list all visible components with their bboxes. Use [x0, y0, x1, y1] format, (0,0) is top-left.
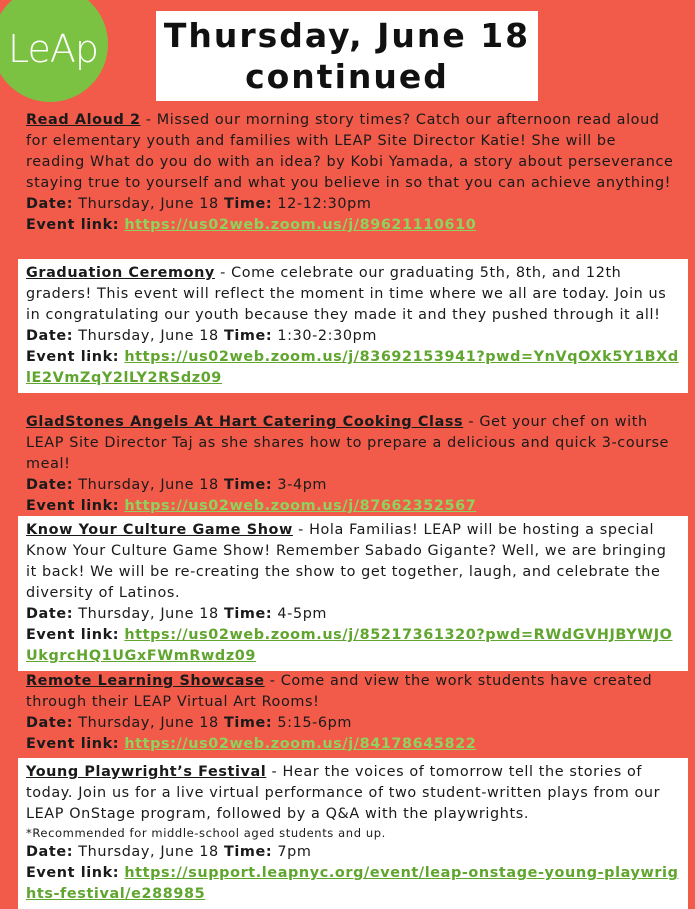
- event-date: Thursday, June 18: [78, 844, 219, 860]
- link-label: Event link:: [26, 627, 120, 643]
- event-desc-text: - Get your chef on with LEAP Site Director Taj as she shares how to prepare a delicious and quick 3-course meal!: [26, 414, 670, 472]
- time-label: Time:: [223, 844, 273, 860]
- event-link[interactable]: https://us02web.zoom.us/j/84178645822: [124, 736, 477, 752]
- event-desc-text: - Hear the voices of tomorrow tell the stories of today. Join us for a live virtual performance of two student-written plays from our LEAP OnStage program, followed by a Q&A with the playwrights.: [26, 764, 661, 822]
- time-label: Time:: [223, 715, 273, 731]
- event-title: GladStones Angels At Hart Catering Cooking Class: [26, 414, 464, 430]
- link-label: Event link:: [26, 865, 120, 881]
- event-date: Thursday, June 18: [78, 715, 219, 731]
- event-title: Know Your Culture Game Show: [26, 522, 293, 538]
- event-time: 4-5pm: [277, 606, 328, 622]
- event-datetime: [26, 604, 680, 625]
- event-graduation: [18, 259, 688, 393]
- event-desc-text: - Come and view the work students have created through their LEAP Virtual Art Rooms!: [26, 673, 653, 710]
- event-time: 7pm: [277, 844, 312, 860]
- event-link-row: [26, 215, 680, 236]
- link-label: Event link:: [26, 498, 120, 514]
- event-description: [26, 110, 680, 194]
- event-description: [26, 520, 680, 604]
- event-date: Thursday, June 18: [78, 606, 219, 622]
- event-link[interactable]: https://us02web.zoom.us/j/83692153941?pwd=YnVqOXk5Y1BXdlE2VmZqY2lLY2RSdz09: [26, 349, 679, 386]
- event-link[interactable]: https://us02web.zoom.us/j/85217361320?pwd=RWdGVHJBYWJOUkgrcHQ1UGxFWmRwdz09: [26, 627, 673, 664]
- time-label: Time:: [223, 328, 273, 344]
- event-read-aloud: [18, 110, 688, 236]
- event-title: Graduation Ceremony: [26, 265, 215, 281]
- event-datetime: [26, 326, 680, 347]
- event-link-row: [26, 496, 680, 517]
- time-label: Time:: [223, 606, 273, 622]
- leap-logo: [0, 0, 108, 102]
- event-link-row: [26, 734, 680, 755]
- event-title: Remote Learning Showcase: [26, 673, 265, 689]
- event-desc-text: - Missed our morning story times? Catch our afternoon read aloud for elementary youth and families with LEAP Site Director Katie! She will be reading What do you do with an idea? by Kobi Yamada, a story about perseverance staying true to yourself and what you believe in so that you can achieve anything!: [26, 112, 674, 191]
- event-time: 5:15-6pm: [277, 715, 353, 731]
- time-label: Time:: [223, 196, 273, 212]
- event-title: Read Aloud 2: [26, 112, 141, 128]
- event-datetime: [26, 842, 680, 863]
- event-time: 12-12:30pm: [277, 196, 372, 212]
- logo-text: LeAp: [8, 27, 98, 71]
- page-title-box: [156, 11, 538, 101]
- date-label: Date:: [26, 328, 74, 344]
- event-link[interactable]: https://us02web.zoom.us/j/87662352567: [124, 498, 477, 514]
- event-date: Thursday, June 18: [78, 196, 219, 212]
- event-link-row: [26, 863, 680, 905]
- date-label: Date:: [26, 844, 74, 860]
- event-time: 1:30-2:30pm: [277, 328, 377, 344]
- date-label: Date:: [26, 196, 74, 212]
- event-cooking-class: [18, 412, 688, 517]
- event-date: Thursday, June 18: [78, 328, 219, 344]
- page-title: [164, 15, 530, 97]
- event-learning-showcase: [18, 671, 688, 755]
- link-label: Event link:: [26, 349, 120, 365]
- event-description: [26, 762, 680, 825]
- event-title: Young Playwright’s Festival: [26, 764, 267, 780]
- time-label: Time:: [223, 477, 273, 493]
- event-link-row: [26, 625, 680, 667]
- event-datetime: [26, 713, 680, 734]
- link-label: Event link:: [26, 217, 120, 233]
- date-label: Date:: [26, 477, 74, 493]
- date-label: Date:: [26, 606, 74, 622]
- link-label: Event link:: [26, 736, 120, 752]
- event-desc-text: - Hola Familias! LEAP will be hosting a special Know Your Culture Game Show! Remember Sabado Gigante? Well, we are bringing it back! We will be re-creating the show to get together, laugh, and celebrate the diversity of Latinos.: [26, 522, 667, 601]
- event-date: Thursday, June 18: [78, 477, 219, 493]
- event-description: [26, 412, 680, 475]
- title-line-2: continued: [245, 57, 449, 96]
- event-link-row: [26, 347, 680, 389]
- event-link[interactable]: https://support.leapnyc.org/event/leap-onstage-young-playwrights-festival/e288985: [26, 865, 679, 902]
- event-desc-text: - Come celebrate our graduating 5th, 8th, and 12th graders! This event will reflect the moment in time where we all are today. Join us in congratulating our youth because they made it and they pushed through it all!: [26, 265, 667, 323]
- event-playwrights-festival: [18, 758, 688, 909]
- event-link[interactable]: https://us02web.zoom.us/j/89621110610: [124, 217, 477, 233]
- date-label: Date:: [26, 715, 74, 731]
- event-datetime: [26, 194, 680, 215]
- event-datetime: [26, 475, 680, 496]
- event-note: *Recommended for middle-school aged students and up.: [26, 826, 386, 840]
- event-time: 3-4pm: [277, 477, 328, 493]
- event-description: [26, 263, 680, 326]
- event-description: [26, 671, 680, 713]
- title-line-1: Thursday, June 18: [163, 16, 531, 55]
- event-game-show: [18, 516, 688, 671]
